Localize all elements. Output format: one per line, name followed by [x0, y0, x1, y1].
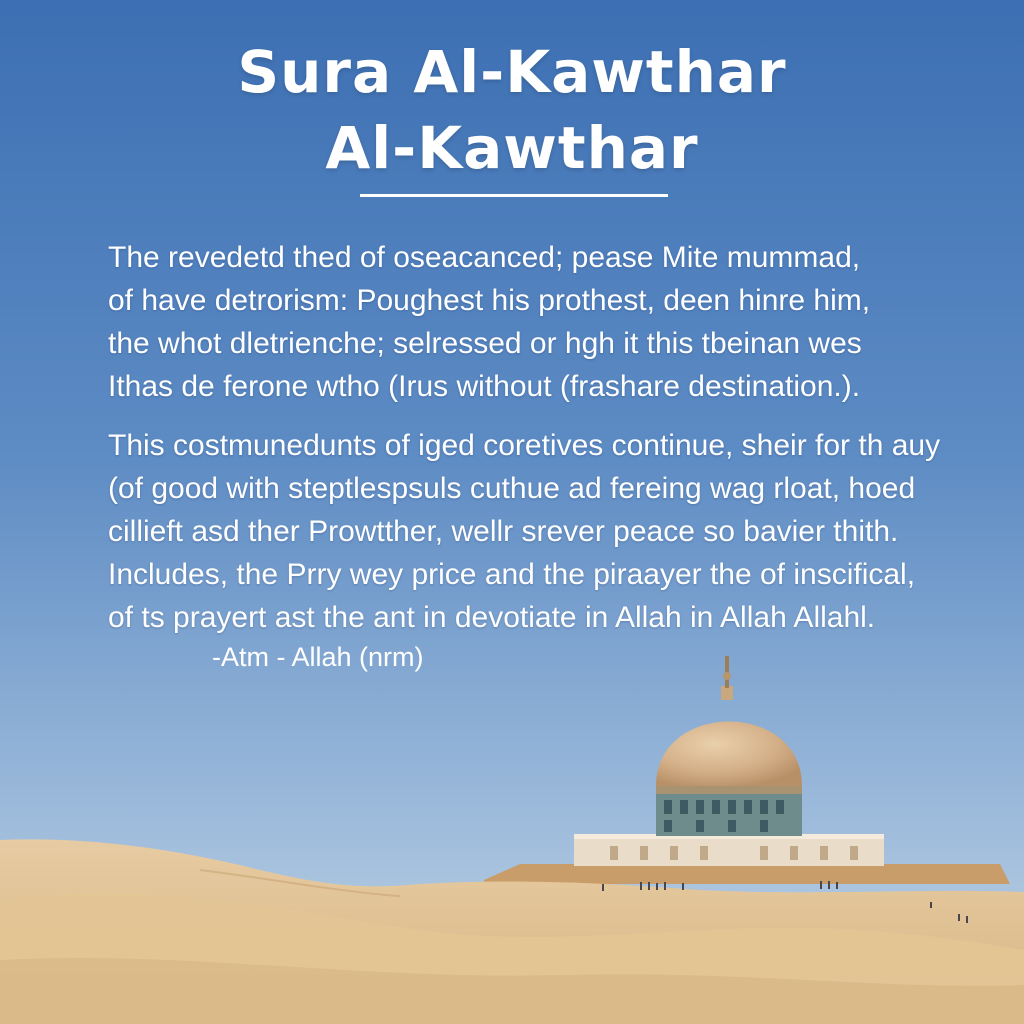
- paragraph-line: the whot dletrienche; selressed or hgh it this tbeinan wes: [108, 327, 862, 360]
- paragraph-line: cillieft asd ther Prowtther, wellr srever peace so bavier thith.: [108, 515, 899, 548]
- attribution: -Atm - Allah (nrm): [212, 642, 424, 672]
- paragraph-line: The revedetd thed of oseacanced; pease Mite mummad,: [108, 241, 861, 274]
- paragraph-line: Includes, the Prry wey price and the piraayer the of inscifical,: [108, 558, 916, 591]
- paragraph-line: Ithas de ferone wtho (Irus without (frashare destination.).: [108, 370, 861, 403]
- page-subtitle: Al-Kawthar: [325, 114, 699, 182]
- paragraph-2: [108, 424, 988, 639]
- paragraph-line: (of good with steptlespsuls cuthue ad fereing wag rloat, hoed: [108, 472, 916, 505]
- paragraph-line: of ts prayert ast the ant in devotiate in Allah in Allah Allahl.: [108, 601, 876, 634]
- title-divider: [360, 194, 668, 197]
- paragraph-line: This costmunedunts of iged coretives continue, sheir for th auy: [108, 429, 941, 462]
- paragraph-line: of have detrorism: Poughest his prothest, deen hinre him,: [108, 284, 871, 317]
- paragraph-1: [108, 236, 988, 408]
- page-title: Sura Al-Kawthar: [237, 38, 787, 106]
